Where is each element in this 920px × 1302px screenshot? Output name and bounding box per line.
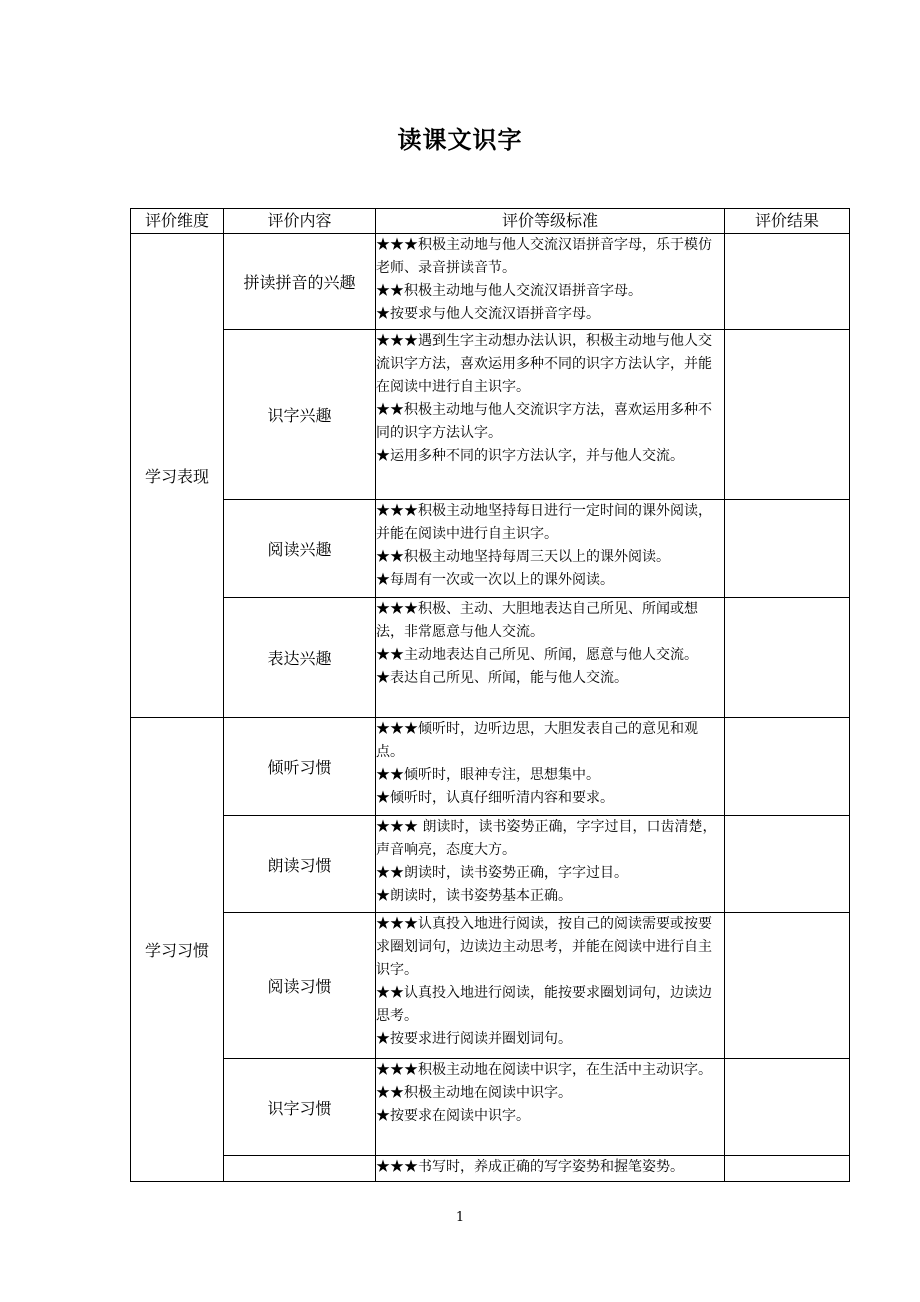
result-cell[interactable]	[725, 500, 850, 598]
content-cell: 表达兴趣	[224, 598, 376, 718]
table-row	[131, 234, 850, 330]
header-result: 评价结果	[725, 209, 850, 234]
criterion-line: ★★★ 朗读时，读书姿势正确，字字过目，口齿清楚，声音响亮，态度大方。	[376, 819, 717, 858]
criteria-cell	[376, 1156, 725, 1182]
criterion-line: ★★倾听时，眼神专注，思想集中。	[376, 767, 600, 783]
dimension-cell: 学习表现	[131, 234, 224, 718]
content-cell: 倾听习惯	[224, 718, 376, 816]
result-cell[interactable]	[725, 816, 850, 913]
table-row	[131, 500, 850, 598]
criterion-line: ★运用多种不同的识字方法认字，并与他人交流。	[376, 448, 684, 464]
header-standard: 评价等级标准	[376, 209, 725, 234]
table-row	[131, 718, 850, 816]
content-cell	[224, 1156, 376, 1182]
criterion-line: ★按要求进行阅读并圈划词句。	[376, 1031, 572, 1047]
criterion-line: ★★积极主动地在阅读中识字。	[376, 1085, 572, 1101]
content-cell: 阅读兴趣	[224, 500, 376, 598]
page-number: 1	[455, 1210, 465, 1225]
content-cell: 朗读习惯	[224, 816, 376, 913]
content-cell: 拼读拼音的兴趣	[224, 234, 376, 330]
criterion-line: ★★★积极主动地在阅读中识字，在生活中主动识字。	[376, 1062, 712, 1078]
table-row	[131, 1156, 850, 1182]
criteria-cell	[376, 500, 725, 598]
evaluation-table	[130, 208, 850, 1182]
table-row	[131, 816, 850, 913]
criterion-line: ★★★积极主动地与他人交流汉语拼音字母，乐于模仿老师、录音拼读音节。	[376, 237, 712, 276]
criterion-line: ★★★遇到生字主动想办法认识，积极主动地与他人交流识字方法，喜欢运用多种不同的识字方法认字，并能在阅读中进行自主识字。	[376, 333, 712, 395]
header-content: 评价内容	[224, 209, 376, 234]
criterion-line: ★★★书写时，养成正确的写字姿势和握笔姿势。	[376, 1159, 684, 1175]
criterion-line: ★★积极主动地与他人交流汉语拼音字母。	[376, 283, 642, 299]
result-cell[interactable]	[725, 718, 850, 816]
result-cell[interactable]	[725, 330, 850, 500]
result-cell[interactable]	[725, 598, 850, 718]
table-header-row	[131, 209, 850, 234]
criteria-cell	[376, 913, 725, 1059]
table-row	[131, 1059, 850, 1156]
result-cell[interactable]	[725, 1059, 850, 1156]
criterion-line: ★倾听时，认真仔细听清内容和要求。	[376, 790, 614, 806]
criterion-line: ★表达自己所见、所闻，能与他人交流。	[376, 670, 628, 686]
table-row	[131, 913, 850, 1059]
criterion-line: ★★朗读时，读书姿势正确，字字过目。	[376, 865, 628, 881]
criterion-line: ★★积极主动地坚持每周三天以上的课外阅读。	[376, 549, 670, 565]
criterion-line: ★按要求在阅读中识字。	[376, 1108, 530, 1124]
result-cell[interactable]	[725, 234, 850, 330]
criterion-line: ★★主动地表达自己所见、所闻，愿意与他人交流。	[376, 647, 698, 663]
criteria-cell	[376, 234, 725, 330]
content-cell: 识字兴趣	[224, 330, 376, 500]
result-cell[interactable]	[725, 913, 850, 1059]
criterion-line: ★每周有一次或一次以上的课外阅读。	[376, 572, 614, 588]
criterion-line: ★按要求与他人交流汉语拼音字母。	[376, 306, 600, 322]
criterion-line: ★★★认真投入地进行阅读，按自己的阅读需要或按要求圈划词句，边读边主动思考，并能在阅读中进行自主识字。	[376, 916, 712, 978]
document-title: 读课文识字	[397, 126, 523, 154]
content-cell: 阅读习惯	[224, 913, 376, 1059]
criterion-line: ★★★倾听时，边听边思，大胆发表自己的意见和观点。	[376, 721, 698, 760]
table-body	[131, 234, 850, 1182]
criterion-line: ★★认真投入地进行阅读，能按要求圈划词句，边读边思考。	[376, 985, 712, 1024]
result-cell[interactable]	[725, 1156, 850, 1182]
content-cell: 识字习惯	[224, 1059, 376, 1156]
table-row	[131, 330, 850, 500]
dimension-cell: 学习习惯	[131, 718, 224, 1182]
criteria-cell	[376, 330, 725, 500]
criteria-cell	[376, 598, 725, 718]
criteria-cell	[376, 1059, 725, 1156]
criterion-line: ★朗读时，读书姿势基本正确。	[376, 888, 572, 904]
criterion-line: ★★★积极主动地坚持每日进行一定时间的课外阅读，并能在阅读中进行自主识字。	[376, 503, 712, 542]
criteria-cell	[376, 816, 725, 913]
criterion-line: ★★★积极、主动、大胆地表达自己所见、所闻或想法，非常愿意与他人交流。	[376, 601, 698, 640]
criteria-cell	[376, 718, 725, 816]
header-dimension: 评价维度	[131, 209, 224, 234]
criterion-line: ★★积极主动地与他人交流识字方法，喜欢运用多种不同的识字方法认字。	[376, 402, 712, 441]
table-row	[131, 598, 850, 718]
